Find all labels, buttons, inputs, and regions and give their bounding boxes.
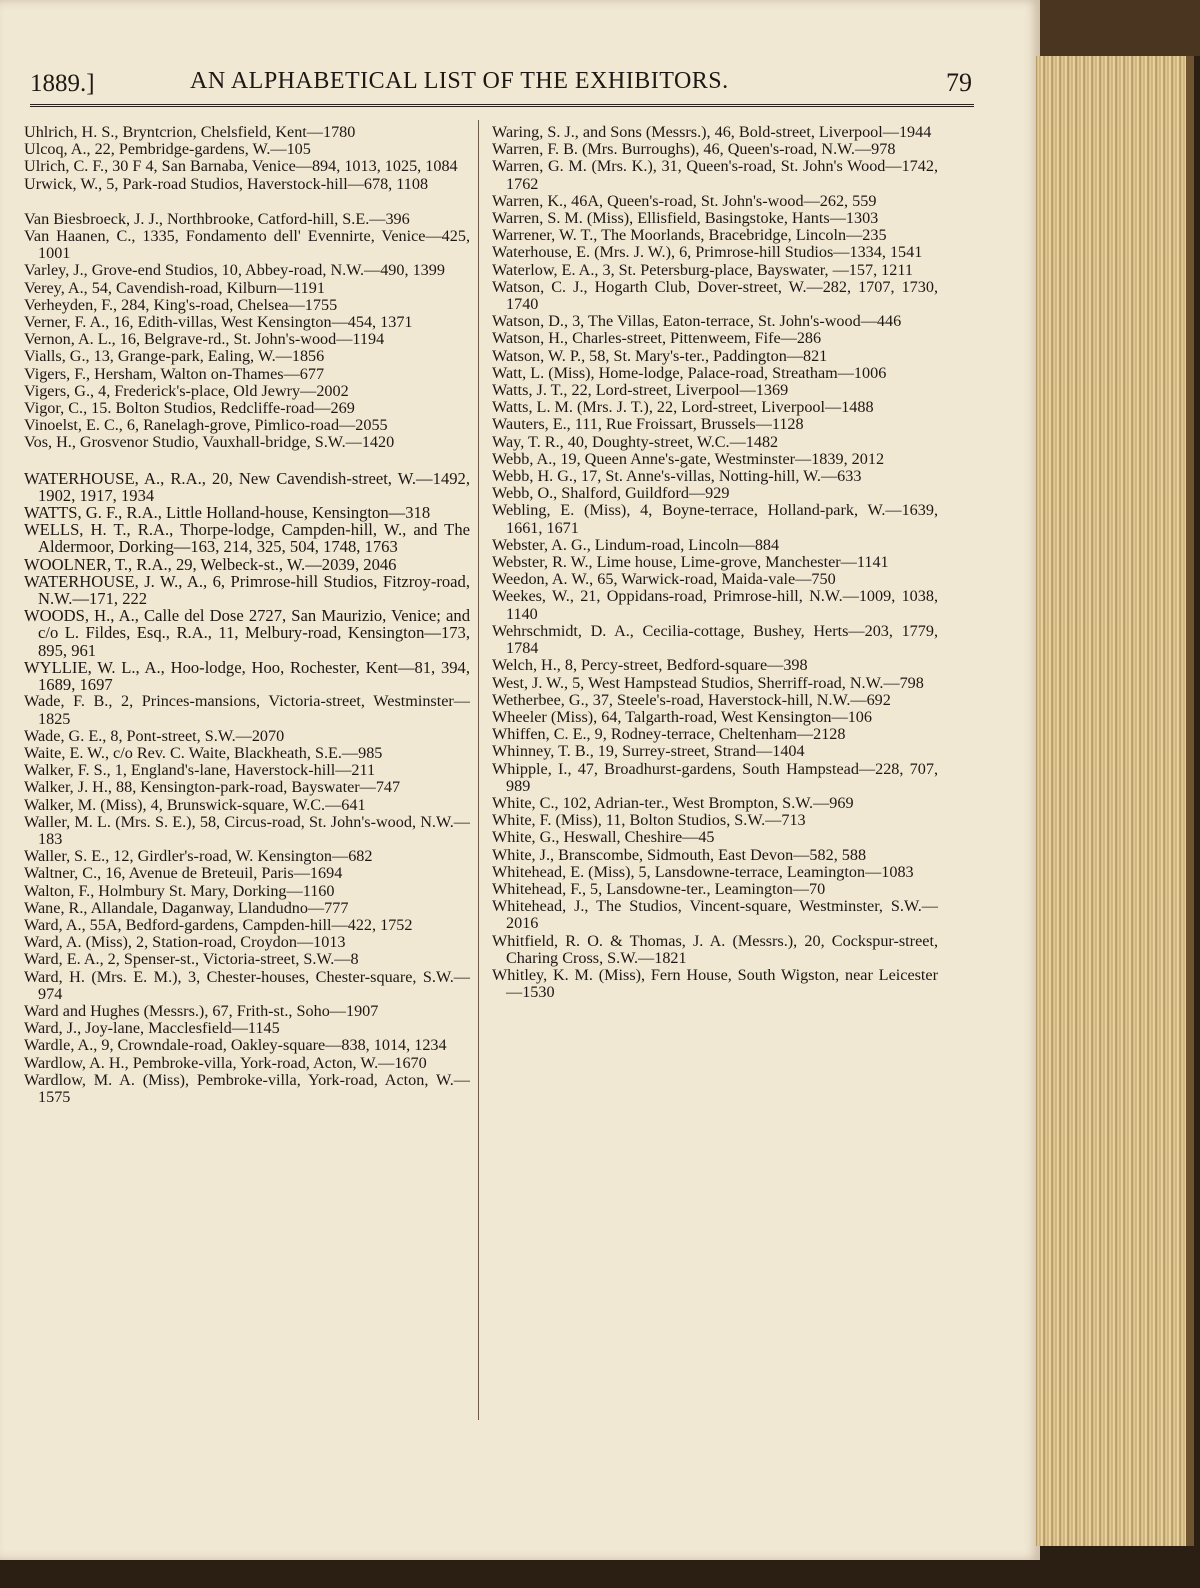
exhibitor-entry: Webster, A. G., Lindum-road, Lincoln—884	[492, 535, 780, 554]
exhibitor-entry: Walton, F., Holmbury St. Mary, Dorking—1160	[24, 881, 335, 900]
exhibitor-entry: Wardle, A., 9, Crowndale-road, Oakley-square—838, 1014, 1234	[24, 1036, 447, 1055]
exhibitor-entry: Waltner, C., 16, Avenue de Breteuil, Paris—1694	[24, 864, 343, 883]
exhibitor-entry: Watt, L. (Miss), Home-lodge, Palace-road, Streatham—1006	[492, 363, 887, 382]
exhibitor-entry: Whitley, K. M. (Miss), Fern House, South Wigston, near Leicester—1530	[492, 965, 938, 1002]
exhibitor-entry: Whitfield, R. O. & Thomas, J. A. (Messrs.), 20, Cockspur-street, Charing Cross, S.W.—1821	[492, 931, 938, 967]
exhibitor-entry: Vialls, G., 13, Grange-park, Ealing, W.—1856	[24, 347, 325, 366]
exhibitor-entry: Van Biesbroeck, J. J., Northbrooke, Catford-hill, S.E.—396	[24, 209, 410, 228]
exhibitor-entry: Watson, C. J., Hogarth Club, Dover-street, W.—282, 1707, 1730, 1740	[492, 277, 938, 314]
exhibitor-entry: Warren, F. B. (Mrs. Burroughs), 46, Queen's-road, N.W.—978	[492, 140, 896, 159]
exhibitor-entry: Urwick, W., 5, Park-road Studios, Haverstock-hill—678, 1108	[24, 174, 429, 193]
exhibitor-entry: Whitehead, F., 5, Lansdowne-ter., Leamington—70	[492, 879, 826, 898]
exhibitor-entry: Watts, J. T., 22, Lord-street, Liverpool—1369	[492, 381, 789, 400]
exhibitor-entry: Vigers, F., Hersham, Walton on-Thames—677	[24, 364, 325, 383]
exhibitor-entry: Wade, F. B., 2, Princes-mansions, Victoria-street, Westminster—1825	[24, 692, 470, 728]
exhibitor-entry: Ward and Hughes (Messrs.), 67, Frith-st., Soho—1907	[24, 1001, 379, 1020]
header-year: 1889.]	[30, 70, 95, 97]
book-cover	[1040, 0, 1200, 56]
exhibitor-entry: Way, T. R., 40, Doughty-street, W.C.—1482	[492, 432, 779, 451]
exhibitor-entry: Vos, H., Grosvenor Studio, Vauxhall-bridge, S.W.—1420	[24, 433, 395, 452]
exhibitor-entry: White, G., Heswall, Cheshire—45	[492, 828, 715, 847]
exhibitor-entry: Watson, H., Charles-street, Pittenweem, Fife—286	[492, 329, 822, 348]
exhibitor-entry: Warren, S. M. (Miss), Ellisfield, Basingstoke, Hants—1303	[492, 209, 879, 228]
page-edges	[1036, 56, 1194, 1546]
exhibitor-entry: WOODS, H., A., Calle del Dose 2727, San Maurizio, Venice; and c/o L. Fildes, Esq., R.A., 11, Melbury-road, Kensington—173, 895, 961	[24, 606, 470, 660]
exhibitor-entry: Wetherbee, G., 37, Steele's-road, Haverstock-hill, N.W.—692	[492, 690, 891, 709]
exhibitor-entry: Waring, S. J., and Sons (Messrs.), 46, Bold-street, Liverpool—1944	[492, 123, 932, 141]
exhibitor-entry: Vigers, G., 4, Frederick's-place, Old Jewry—2002	[24, 381, 349, 400]
exhibitor-entry: Warren, K., 46A, Queen's-road, St. John's-wood—262, 559	[492, 191, 877, 210]
exhibitor-entry: WATERHOUSE, A., R.A., 20, New Cavendish-street, W.—1492, 1902, 1917, 1934	[24, 468, 470, 505]
exhibitor-entry: Ward, A. (Miss), 2, Station-road, Croydon—1013	[24, 933, 346, 952]
exhibitor-entry: Webb, H. G., 17, St. Anne's-villas, Notting-hill, W.—633	[492, 467, 862, 486]
page-header	[30, 64, 972, 104]
exhibitor-entry: Warren, G. M. (Mrs. K.), 31, Queen's-road, St. John's Wood—1742, 1762	[492, 157, 938, 193]
exhibitor-entry: White, J., Branscombe, Sidmouth, East Devon—582, 588	[492, 845, 867, 864]
exhibitor-entry: Ulrich, C. F., 30 F 4, San Barnaba, Venice—894, 1013, 1025, 1084	[24, 157, 458, 176]
exhibitor-entry: Ulcoq, A., 22, Pembridge-gardens, W.—105	[24, 140, 311, 159]
exhibitor-entry: WATERHOUSE, J. W., A., 6, Primrose-hill Studios, Fitzroy-road, N.W.—171, 222	[24, 571, 470, 609]
exhibitor-entry: WATTS, G. F., R.A., Little Holland-house, Kensington—318	[24, 503, 431, 523]
exhibitor-entry: Vigor, C., 15. Bolton Studios, Redcliffe-road—269	[24, 399, 355, 418]
exhibitor-entry: Ward, J., Joy-lane, Macclesfield—1145	[24, 1019, 280, 1038]
exhibitor-entry: Watson, W. P., 58, St. Mary's-ter., Paddington—821	[492, 346, 828, 365]
exhibitor-entry: Van Haanen, C., 1335, Fondamento dell' Evennirte, Venice—425, 1001	[24, 227, 470, 263]
header-rule	[30, 104, 974, 107]
exhibitor-entry: Wheeler (Miss), 64, Talgarth-road, West Kensington—106	[492, 707, 872, 726]
exhibitor-entry: Whiffen, C. E., 9, Rodney-terrace, Cheltenham—2128	[492, 725, 846, 744]
exhibitor-entry: Webster, R. W., Lime house, Lime-grove, Manchester—1141	[492, 553, 889, 572]
exhibitor-entry: White, F. (Miss), 11, Bolton Studios, S.W.—713	[492, 811, 806, 830]
exhibitor-entry: Walker, F. S., 1, England's-lane, Haverstock-hill—211	[24, 761, 376, 780]
right-column	[492, 124, 938, 1001]
exhibitor-entry: Watson, D., 3, The Villas, Eaton-terrace, St. John's-wood—446	[492, 312, 902, 331]
exhibitor-entry: Webling, E. (Miss), 4, Boyne-terrace, Holland-park, W.—1639, 1661, 1671	[492, 501, 938, 537]
exhibitor-entry: White, C., 102, Adrian-ter., West Brompton, S.W.—969	[492, 793, 854, 812]
exhibitor-entry: Verner, F. A., 16, Edith-villas, West Kensington—454, 1371	[24, 313, 413, 332]
page-number: 79	[946, 68, 972, 97]
exhibitor-entry: Verey, A., 54, Cavendish-road, Kilburn—1191	[24, 278, 325, 297]
header-title: AN ALPHABETICAL LIST OF THE EXHIBITORS.	[190, 68, 729, 94]
exhibitor-entry: WOOLNER, T., R.A., 29, Welbeck-st., W.—2039, 2046	[24, 554, 397, 574]
exhibitor-entry: Whipple, I., 47, Broadhurst-gardens, South Hampstead—228, 707, 989	[492, 759, 938, 795]
exhibitor-entry: Wane, R., Allandale, Daganway, Llandudno—777	[24, 898, 349, 917]
exhibitor-entry: Welch, H., 8, Percy-street, Bedford-square—398	[492, 656, 808, 675]
exhibitor-entry: Walker, J. H., 88, Kensington-park-road, Bayswater—747	[24, 778, 401, 797]
exhibitor-entry: WYLLIE, W. L., A., Hoo-lodge, Hoo, Rochester, Kent—81, 394, 1689, 1697	[24, 657, 470, 695]
exhibitor-entry: Webb, A., 19, Queen Anne's-gate, Westminster—1839, 2012	[492, 449, 885, 468]
exhibitor-entry: Whitehead, E. (Miss), 5, Lansdowne-terrace, Leamington—1083	[492, 862, 914, 881]
exhibitor-entry: West, J. W., 5, West Hampstead Studios, Sherriff-road, N.W.—798	[492, 673, 924, 692]
column-divider	[478, 120, 479, 1420]
exhibitor-entry: Warrener, W. T., The Moorlands, Bracebridge, Lincoln—235	[492, 226, 887, 245]
exhibitor-entry: Ward, E. A., 2, Spenser-st., Victoria-street, S.W.—8	[24, 950, 359, 969]
exhibitor-entry: WELLS, H. T., R.A., Thorpe-lodge, Campden-hill, W., and The Aldermoor, Dorking—163, 214, 325, 504, 1748, 1763	[24, 520, 470, 557]
exhibitor-entry: Ward, A., 55A, Bedford-gardens, Campden-hill—422, 1752	[24, 915, 413, 934]
exhibitor-entry: Whitehead, J., The Studios, Vincent-square, Westminster, S.W.—2016	[492, 897, 938, 933]
exhibitor-entry: Weekes, W., 21, Oppidans-road, Primrose-hill, N.W.—1009, 1038, 1140	[492, 587, 938, 623]
exhibitor-entry: Whinney, T. B., 19, Surrey-street, Strand—1404	[492, 742, 805, 761]
exhibitor-entry: Verheyden, F., 284, King's-road, Chelsea—1755	[24, 295, 338, 314]
exhibitor-entry: Vernon, A. L., 16, Belgrave-rd., St. John's-wood—1194	[24, 330, 385, 349]
exhibitor-entry: Wade, G. E., 8, Pont-street, S.W.—2070	[24, 726, 285, 745]
exhibitor-entry: Waite, E. W., c/o Rev. C. Waite, Blackheath, S.E.—985	[24, 743, 383, 762]
exhibitor-entry: Waterhouse, E. (Mrs. J. W.), 6, Primrose-hill Studios—1334, 1541	[492, 243, 923, 262]
exhibitor-entry: Walker, M. (Miss), 4, Brunswick-square, W.C.—641	[24, 795, 366, 814]
exhibitor-entry: Waterlow, E. A., 3, St. Petersburg-place, Bayswater, —157, 1211	[492, 260, 913, 279]
exhibitor-entry: Uhlrich, H. S., Bryntcrion, Chelsfield, Kent—1780	[24, 123, 356, 141]
exhibitor-entry: Weedon, A. W., 65, Warwick-road, Maida-vale—750	[492, 570, 836, 589]
exhibitor-entry: Watts, L. M. (Mrs. J. T.), 22, Lord-street, Liverpool—1488	[492, 398, 874, 417]
exhibitor-entry: Varley, J., Grove-end Studios, 10, Abbey-road, N.W.—490, 1399	[24, 261, 445, 280]
exhibitor-entry: Ward, H. (Mrs. E. M.), 3, Chester-houses, Chester-square, S.W.—974	[24, 967, 470, 1003]
exhibitor-entry: Waller, M. L. (Mrs. S. E.), 58, Circus-road, St. John's-wood, N.W.—183	[24, 812, 470, 848]
exhibitor-entry: Waller, S. E., 12, Girdler's-road, W. Kensington—682	[24, 847, 373, 866]
left-column	[24, 124, 470, 1106]
exhibitor-entry: Wehrschmidt, D. A., Cecilia-cottage, Bushey, Herts—203, 1779, 1784	[492, 621, 938, 658]
exhibitor-entry: Wardlow, A. H., Pembroke-villa, York-road, Acton, W.—1670	[24, 1053, 427, 1072]
exhibitor-entry: Wardlow, M. A. (Miss), Pembroke-villa, York-road, Acton, W.—1575	[24, 1070, 470, 1106]
exhibitor-entry: Vinoelst, E. C., 6, Ranelagh-grove, Pimlico-road—2055	[24, 416, 388, 435]
exhibitor-entry: Webb, O., Shalford, Guildford—929	[492, 484, 730, 503]
exhibitor-entry: Wauters, E., 111, Rue Froissart, Brussels—1128	[492, 415, 804, 434]
